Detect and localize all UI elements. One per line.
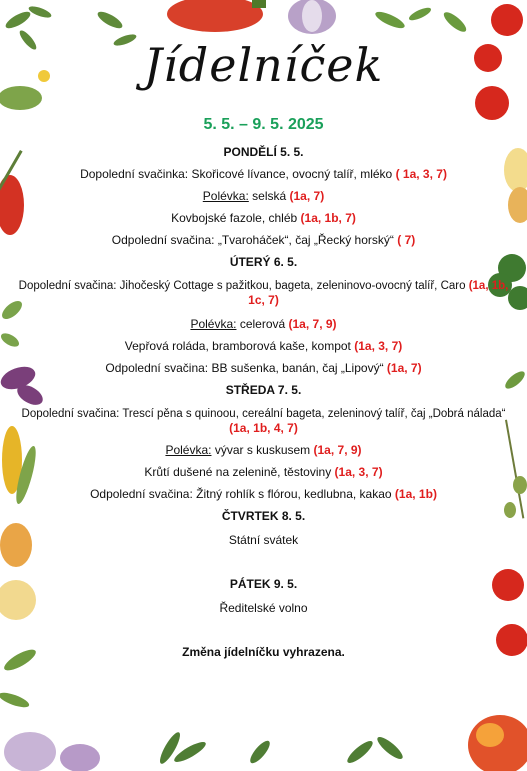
item-text: Kovbojské fazole, chléb — [171, 211, 298, 225]
allergens: (1a, 7) — [289, 189, 325, 203]
allergens: (1a, 1b, 4, 7) — [229, 421, 298, 435]
item-label: Polévka: — [165, 443, 212, 457]
item-text: Krůtí dušené na zelenině, těstoviny — [144, 465, 332, 479]
allergens: (1a, 1b, 7) — [300, 211, 356, 225]
menu-item-cont — [0, 292, 527, 308]
item-label: Polévka: — [190, 317, 237, 331]
day-heading-tuesday: ÚTERÝ 6. 5. — [229, 255, 298, 269]
change-notice: Změna jídelníčku vyhrazena. — [182, 645, 345, 659]
item-text: Skořicové lívance, ovocný talíř, mléko — [191, 167, 393, 181]
menu-item — [0, 316, 527, 332]
item-text: Trescí pěna s quinoou, cereální bageta, zeleninový talíř, čaj „Dobrá nálada“ — [122, 408, 506, 420]
allergens: (1a, 1b) — [394, 487, 437, 501]
page-title: Jídelníček — [143, 38, 384, 92]
day-heading-wednesday: STŘEDA 7. 5. — [225, 383, 302, 397]
allergens: (1a, 7, 9) — [313, 443, 362, 457]
item-text: celerová — [239, 317, 286, 331]
menu-item — [0, 210, 527, 226]
garlic-icon — [4, 732, 100, 771]
item-label: Dopolední svačinka: — [80, 167, 189, 181]
item-text: selská — [252, 189, 287, 203]
herb-leaves-icon — [157, 730, 406, 766]
day-heading-monday: PONDĚLÍ 5. 5. — [223, 145, 304, 159]
allergens: (1a, 3, 7) — [354, 339, 403, 353]
orange-pepper-icon — [468, 715, 527, 771]
item-label: Dopolední svačina: — [21, 408, 120, 420]
allergens: ( 7) — [397, 233, 416, 247]
menu-item — [0, 360, 527, 376]
allergens: 1c, 7) — [248, 293, 279, 307]
item-label: Odpolední svačina: — [90, 487, 193, 501]
menu-item — [0, 338, 527, 354]
day-note: Státní svátek — [228, 533, 299, 547]
allergens: (1a, 1b, — [468, 280, 509, 292]
day-note: Ředitelské volno — [219, 601, 308, 615]
menu-item — [0, 464, 527, 480]
menu-item — [0, 232, 527, 248]
item-label: Odpolední svačina: — [111, 233, 215, 247]
item-text: BB sušenka, banán, čaj „Lipový“ — [211, 361, 384, 375]
allergens: (1a, 3, 7) — [334, 465, 383, 479]
item-label: Dopolední svačina: — [18, 280, 117, 292]
item-text: Jihočeský Cottage s pažitkou, bageta, zeleninovo-ovocný talíř, Caro — [119, 280, 466, 292]
item-label: Odpolední svačina: — [105, 361, 209, 375]
menu-item — [0, 442, 527, 458]
menu-item — [0, 166, 527, 182]
day-heading-friday: PÁTEK 9. 5. — [229, 577, 298, 591]
item-text: vývar s kuskusem — [214, 443, 311, 457]
date-range: 5. 5. – 9. 5. 2025 — [203, 116, 324, 133]
allergens: ( 1a, 3, 7) — [395, 167, 447, 181]
allergens: (1a, 7, 9) — [288, 317, 337, 331]
day-heading-thursday: ČTVRTEK 8. 5. — [221, 509, 306, 523]
menu-item-cont — [0, 420, 527, 436]
menu-item — [0, 188, 527, 204]
red-pepper-icon — [167, 0, 266, 32]
item-text: Vepřová roláda, bramborová kaše, kompot — [124, 339, 351, 353]
item-text: Žitný rohlík s flórou, kedlubna, kakao — [196, 487, 392, 501]
parsley-icon — [373, 5, 469, 35]
menu-item — [0, 486, 527, 502]
item-text: „Tvaroháček“, čaj „Řecký horský“ — [217, 233, 394, 247]
garlic-icon — [288, 0, 336, 34]
allergens: (1a, 7) — [386, 361, 422, 375]
item-label: Polévka: — [202, 189, 249, 203]
